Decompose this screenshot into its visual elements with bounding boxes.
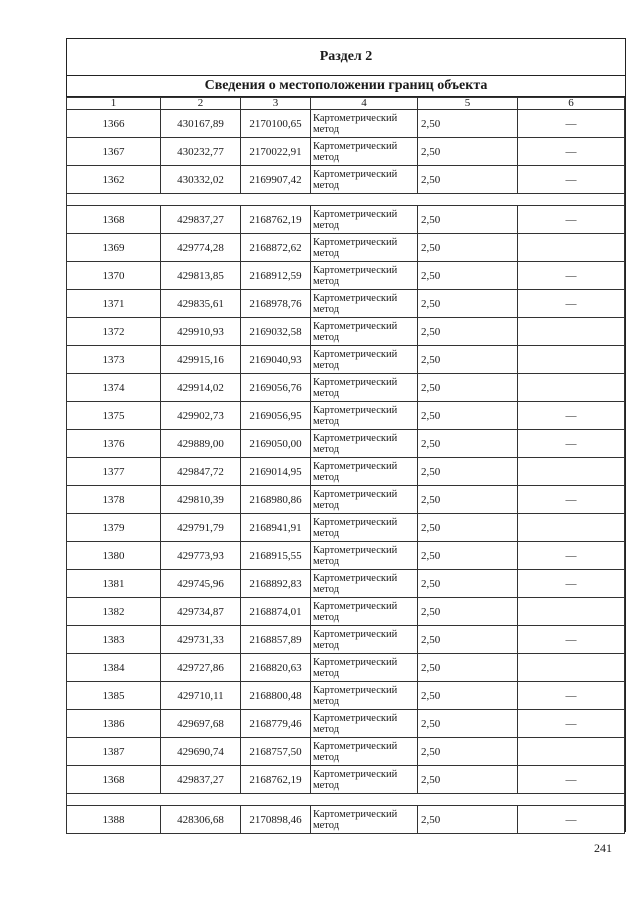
y-coordinate-cell: 2169050,00 <box>241 430 311 458</box>
accuracy-cell: 2,50 <box>418 138 518 166</box>
method-cell: Картометрический метод <box>311 710 418 738</box>
x-coordinate-cell: 429837,27 <box>161 766 241 794</box>
table-row <box>67 682 625 710</box>
point-id-cell: 1374 <box>67 374 161 402</box>
x-coordinate-cell: 429902,73 <box>161 402 241 430</box>
method-cell: Картометрический метод <box>311 206 418 234</box>
note-cell: — <box>518 166 625 194</box>
x-coordinate-cell: 429791,79 <box>161 514 241 542</box>
point-id-cell: 1377 <box>67 458 161 486</box>
method-cell: Картометрический метод <box>311 262 418 290</box>
accuracy-cell: 2,50 <box>418 318 518 346</box>
table-row <box>67 374 625 402</box>
method-cell: Картометрический метод <box>311 138 418 166</box>
separator-cell <box>518 194 625 206</box>
x-coordinate-cell: 429731,33 <box>161 626 241 654</box>
accuracy-cell: 2,50 <box>418 234 518 262</box>
column-header: 5 <box>418 98 518 110</box>
separator-cell <box>311 794 418 806</box>
accuracy-cell: 2,50 <box>418 458 518 486</box>
point-id-cell: 1368 <box>67 766 161 794</box>
method-cell: Картометрический метод <box>311 458 418 486</box>
column-header: 2 <box>161 98 241 110</box>
x-coordinate-cell: 429910,93 <box>161 318 241 346</box>
x-coordinate-cell: 429835,61 <box>161 290 241 318</box>
y-coordinate-cell: 2168800,48 <box>241 682 311 710</box>
y-coordinate-cell: 2168762,19 <box>241 766 311 794</box>
table-row <box>67 262 625 290</box>
accuracy-cell: 2,50 <box>418 654 518 682</box>
method-cell: Картометрический метод <box>311 682 418 710</box>
point-id-cell: 1367 <box>67 138 161 166</box>
note-cell <box>518 318 625 346</box>
table-row <box>67 654 625 682</box>
point-id-cell: 1379 <box>67 514 161 542</box>
accuracy-cell: 2,50 <box>418 570 518 598</box>
method-cell: Картометрический метод <box>311 290 418 318</box>
table-row <box>67 290 625 318</box>
note-cell <box>518 738 625 766</box>
note-cell <box>518 234 625 262</box>
method-cell: Картометрический метод <box>311 486 418 514</box>
point-id-cell: 1384 <box>67 654 161 682</box>
table-row <box>67 138 625 166</box>
y-coordinate-cell: 2168872,62 <box>241 234 311 262</box>
note-cell: — <box>518 262 625 290</box>
y-coordinate-cell: 2168762,19 <box>241 206 311 234</box>
y-coordinate-cell: 2168980,86 <box>241 486 311 514</box>
method-cell: Картометрический метод <box>311 318 418 346</box>
y-coordinate-cell: 2169056,76 <box>241 374 311 402</box>
table-row <box>67 514 625 542</box>
method-cell: Картометрический метод <box>311 110 418 138</box>
column-header-row <box>67 98 625 110</box>
x-coordinate-cell: 429837,27 <box>161 206 241 234</box>
table-title: Сведения о местоположении границ объекта <box>67 76 625 97</box>
accuracy-cell: 2,50 <box>418 430 518 458</box>
accuracy-cell: 2,50 <box>418 486 518 514</box>
x-coordinate-cell: 429697,68 <box>161 710 241 738</box>
x-coordinate-cell: 430167,89 <box>161 110 241 138</box>
note-cell <box>518 598 625 626</box>
accuracy-cell: 2,50 <box>418 346 518 374</box>
separator-cell <box>67 794 161 806</box>
method-cell: Картометрический метод <box>311 806 418 834</box>
accuracy-cell: 2,50 <box>418 206 518 234</box>
note-cell: — <box>518 626 625 654</box>
y-coordinate-cell: 2168874,01 <box>241 598 311 626</box>
point-id-cell: 1388 <box>67 806 161 834</box>
x-coordinate-cell: 429889,00 <box>161 430 241 458</box>
note-cell: — <box>518 806 625 834</box>
section-title: Раздел 2 <box>67 39 625 76</box>
accuracy-cell: 2,50 <box>418 290 518 318</box>
point-id-cell: 1372 <box>67 318 161 346</box>
point-id-cell: 1376 <box>67 430 161 458</box>
y-coordinate-cell: 2170022,91 <box>241 138 311 166</box>
y-coordinate-cell: 2168912,59 <box>241 262 311 290</box>
table-row <box>67 626 625 654</box>
table-row <box>67 430 625 458</box>
accuracy-cell: 2,50 <box>418 514 518 542</box>
note-cell: — <box>518 138 625 166</box>
point-id-cell: 1371 <box>67 290 161 318</box>
accuracy-cell: 2,50 <box>418 738 518 766</box>
point-id-cell: 1375 <box>67 402 161 430</box>
table-separator-row <box>67 794 625 806</box>
x-coordinate-cell: 429915,16 <box>161 346 241 374</box>
table-row <box>67 806 625 834</box>
point-id-cell: 1383 <box>67 626 161 654</box>
y-coordinate-cell: 2168820,63 <box>241 654 311 682</box>
table-row <box>67 458 625 486</box>
table-row <box>67 402 625 430</box>
x-coordinate-cell: 429773,93 <box>161 542 241 570</box>
point-id-cell: 1380 <box>67 542 161 570</box>
point-id-cell: 1369 <box>67 234 161 262</box>
y-coordinate-cell: 2168978,76 <box>241 290 311 318</box>
note-cell: — <box>518 542 625 570</box>
accuracy-cell: 2,50 <box>418 766 518 794</box>
y-coordinate-cell: 2168915,55 <box>241 542 311 570</box>
method-cell: Картометрический метод <box>311 514 418 542</box>
separator-cell <box>418 794 518 806</box>
point-id-cell: 1362 <box>67 166 161 194</box>
table-row <box>67 486 625 514</box>
y-coordinate-cell: 2170100,65 <box>241 110 311 138</box>
point-id-cell: 1370 <box>67 262 161 290</box>
y-coordinate-cell: 2169907,42 <box>241 166 311 194</box>
page-number: 241 <box>594 841 612 855</box>
method-cell: Картометрический метод <box>311 402 418 430</box>
separator-cell <box>161 194 241 206</box>
x-coordinate-cell: 429734,87 <box>161 598 241 626</box>
x-coordinate-cell: 429690,74 <box>161 738 241 766</box>
y-coordinate-cell: 2168941,91 <box>241 514 311 542</box>
separator-cell <box>241 794 311 806</box>
note-cell: — <box>518 486 625 514</box>
accuracy-cell: 2,50 <box>418 402 518 430</box>
point-id-cell: 1382 <box>67 598 161 626</box>
accuracy-cell: 2,50 <box>418 806 518 834</box>
accuracy-cell: 2,50 <box>418 542 518 570</box>
point-id-cell: 1378 <box>67 486 161 514</box>
y-coordinate-cell: 2168857,89 <box>241 626 311 654</box>
x-coordinate-cell: 430232,77 <box>161 138 241 166</box>
table-row <box>67 766 625 794</box>
y-coordinate-cell: 2168757,50 <box>241 738 311 766</box>
separator-cell <box>241 194 311 206</box>
y-coordinate-cell: 2169032,58 <box>241 318 311 346</box>
point-id-cell: 1368 <box>67 206 161 234</box>
method-cell: Картометрический метод <box>311 738 418 766</box>
table-row <box>67 598 625 626</box>
point-id-cell: 1385 <box>67 682 161 710</box>
accuracy-cell: 2,50 <box>418 110 518 138</box>
column-header: 1 <box>67 98 161 110</box>
method-cell: Картометрический метод <box>311 166 418 194</box>
table-row <box>67 710 625 738</box>
separator-cell <box>311 194 418 206</box>
note-cell <box>518 654 625 682</box>
table-row <box>67 542 625 570</box>
note-cell: — <box>518 206 625 234</box>
note-cell: — <box>518 110 625 138</box>
note-cell: — <box>518 570 625 598</box>
column-header: 4 <box>311 98 418 110</box>
column-header: 6 <box>518 98 625 110</box>
accuracy-cell: 2,50 <box>418 598 518 626</box>
note-cell: — <box>518 710 625 738</box>
note-cell <box>518 458 625 486</box>
table-row <box>67 318 625 346</box>
table-separator-row <box>67 194 625 206</box>
method-cell: Картометрический метод <box>311 346 418 374</box>
x-coordinate-cell: 429774,28 <box>161 234 241 262</box>
y-coordinate-cell: 2168892,83 <box>241 570 311 598</box>
x-coordinate-cell: 428306,68 <box>161 806 241 834</box>
note-cell: — <box>518 402 625 430</box>
method-cell: Картометрический метод <box>311 598 418 626</box>
boundary-coordinates-table <box>66 97 625 834</box>
x-coordinate-cell: 429914,02 <box>161 374 241 402</box>
table-row <box>67 570 625 598</box>
point-id-cell: 1373 <box>67 346 161 374</box>
x-coordinate-cell: 429813,85 <box>161 262 241 290</box>
x-coordinate-cell: 429745,96 <box>161 570 241 598</box>
point-id-cell: 1366 <box>67 110 161 138</box>
accuracy-cell: 2,50 <box>418 374 518 402</box>
note-cell <box>518 346 625 374</box>
document-frame <box>66 38 626 832</box>
accuracy-cell: 2,50 <box>418 166 518 194</box>
method-cell: Картометрический метод <box>311 626 418 654</box>
table-row <box>67 738 625 766</box>
y-coordinate-cell: 2168779,46 <box>241 710 311 738</box>
method-cell: Картометрический метод <box>311 542 418 570</box>
x-coordinate-cell: 429710,11 <box>161 682 241 710</box>
separator-cell <box>418 194 518 206</box>
separator-cell <box>161 794 241 806</box>
accuracy-cell: 2,50 <box>418 626 518 654</box>
point-id-cell: 1381 <box>67 570 161 598</box>
table-row <box>67 234 625 262</box>
x-coordinate-cell: 429847,72 <box>161 458 241 486</box>
y-coordinate-cell: 2169040,93 <box>241 346 311 374</box>
table-row <box>67 346 625 374</box>
note-cell: — <box>518 290 625 318</box>
y-coordinate-cell: 2169056,95 <box>241 402 311 430</box>
method-cell: Картометрический метод <box>311 570 418 598</box>
x-coordinate-cell: 429810,39 <box>161 486 241 514</box>
column-header: 3 <box>241 98 311 110</box>
method-cell: Картометрический метод <box>311 430 418 458</box>
table-row <box>67 110 625 138</box>
accuracy-cell: 2,50 <box>418 710 518 738</box>
table-row <box>67 206 625 234</box>
method-cell: Картометрический метод <box>311 766 418 794</box>
point-id-cell: 1387 <box>67 738 161 766</box>
note-cell: — <box>518 682 625 710</box>
accuracy-cell: 2,50 <box>418 682 518 710</box>
separator-cell <box>67 194 161 206</box>
separator-cell <box>518 794 625 806</box>
x-coordinate-cell: 430332,02 <box>161 166 241 194</box>
x-coordinate-cell: 429727,86 <box>161 654 241 682</box>
note-cell: — <box>518 766 625 794</box>
y-coordinate-cell: 2169014,95 <box>241 458 311 486</box>
y-coordinate-cell: 2170898,46 <box>241 806 311 834</box>
note-cell <box>518 514 625 542</box>
table-row <box>67 166 625 194</box>
note-cell: — <box>518 430 625 458</box>
accuracy-cell: 2,50 <box>418 262 518 290</box>
point-id-cell: 1386 <box>67 710 161 738</box>
method-cell: Картометрический метод <box>311 234 418 262</box>
method-cell: Картометрический метод <box>311 374 418 402</box>
method-cell: Картометрический метод <box>311 654 418 682</box>
note-cell <box>518 374 625 402</box>
